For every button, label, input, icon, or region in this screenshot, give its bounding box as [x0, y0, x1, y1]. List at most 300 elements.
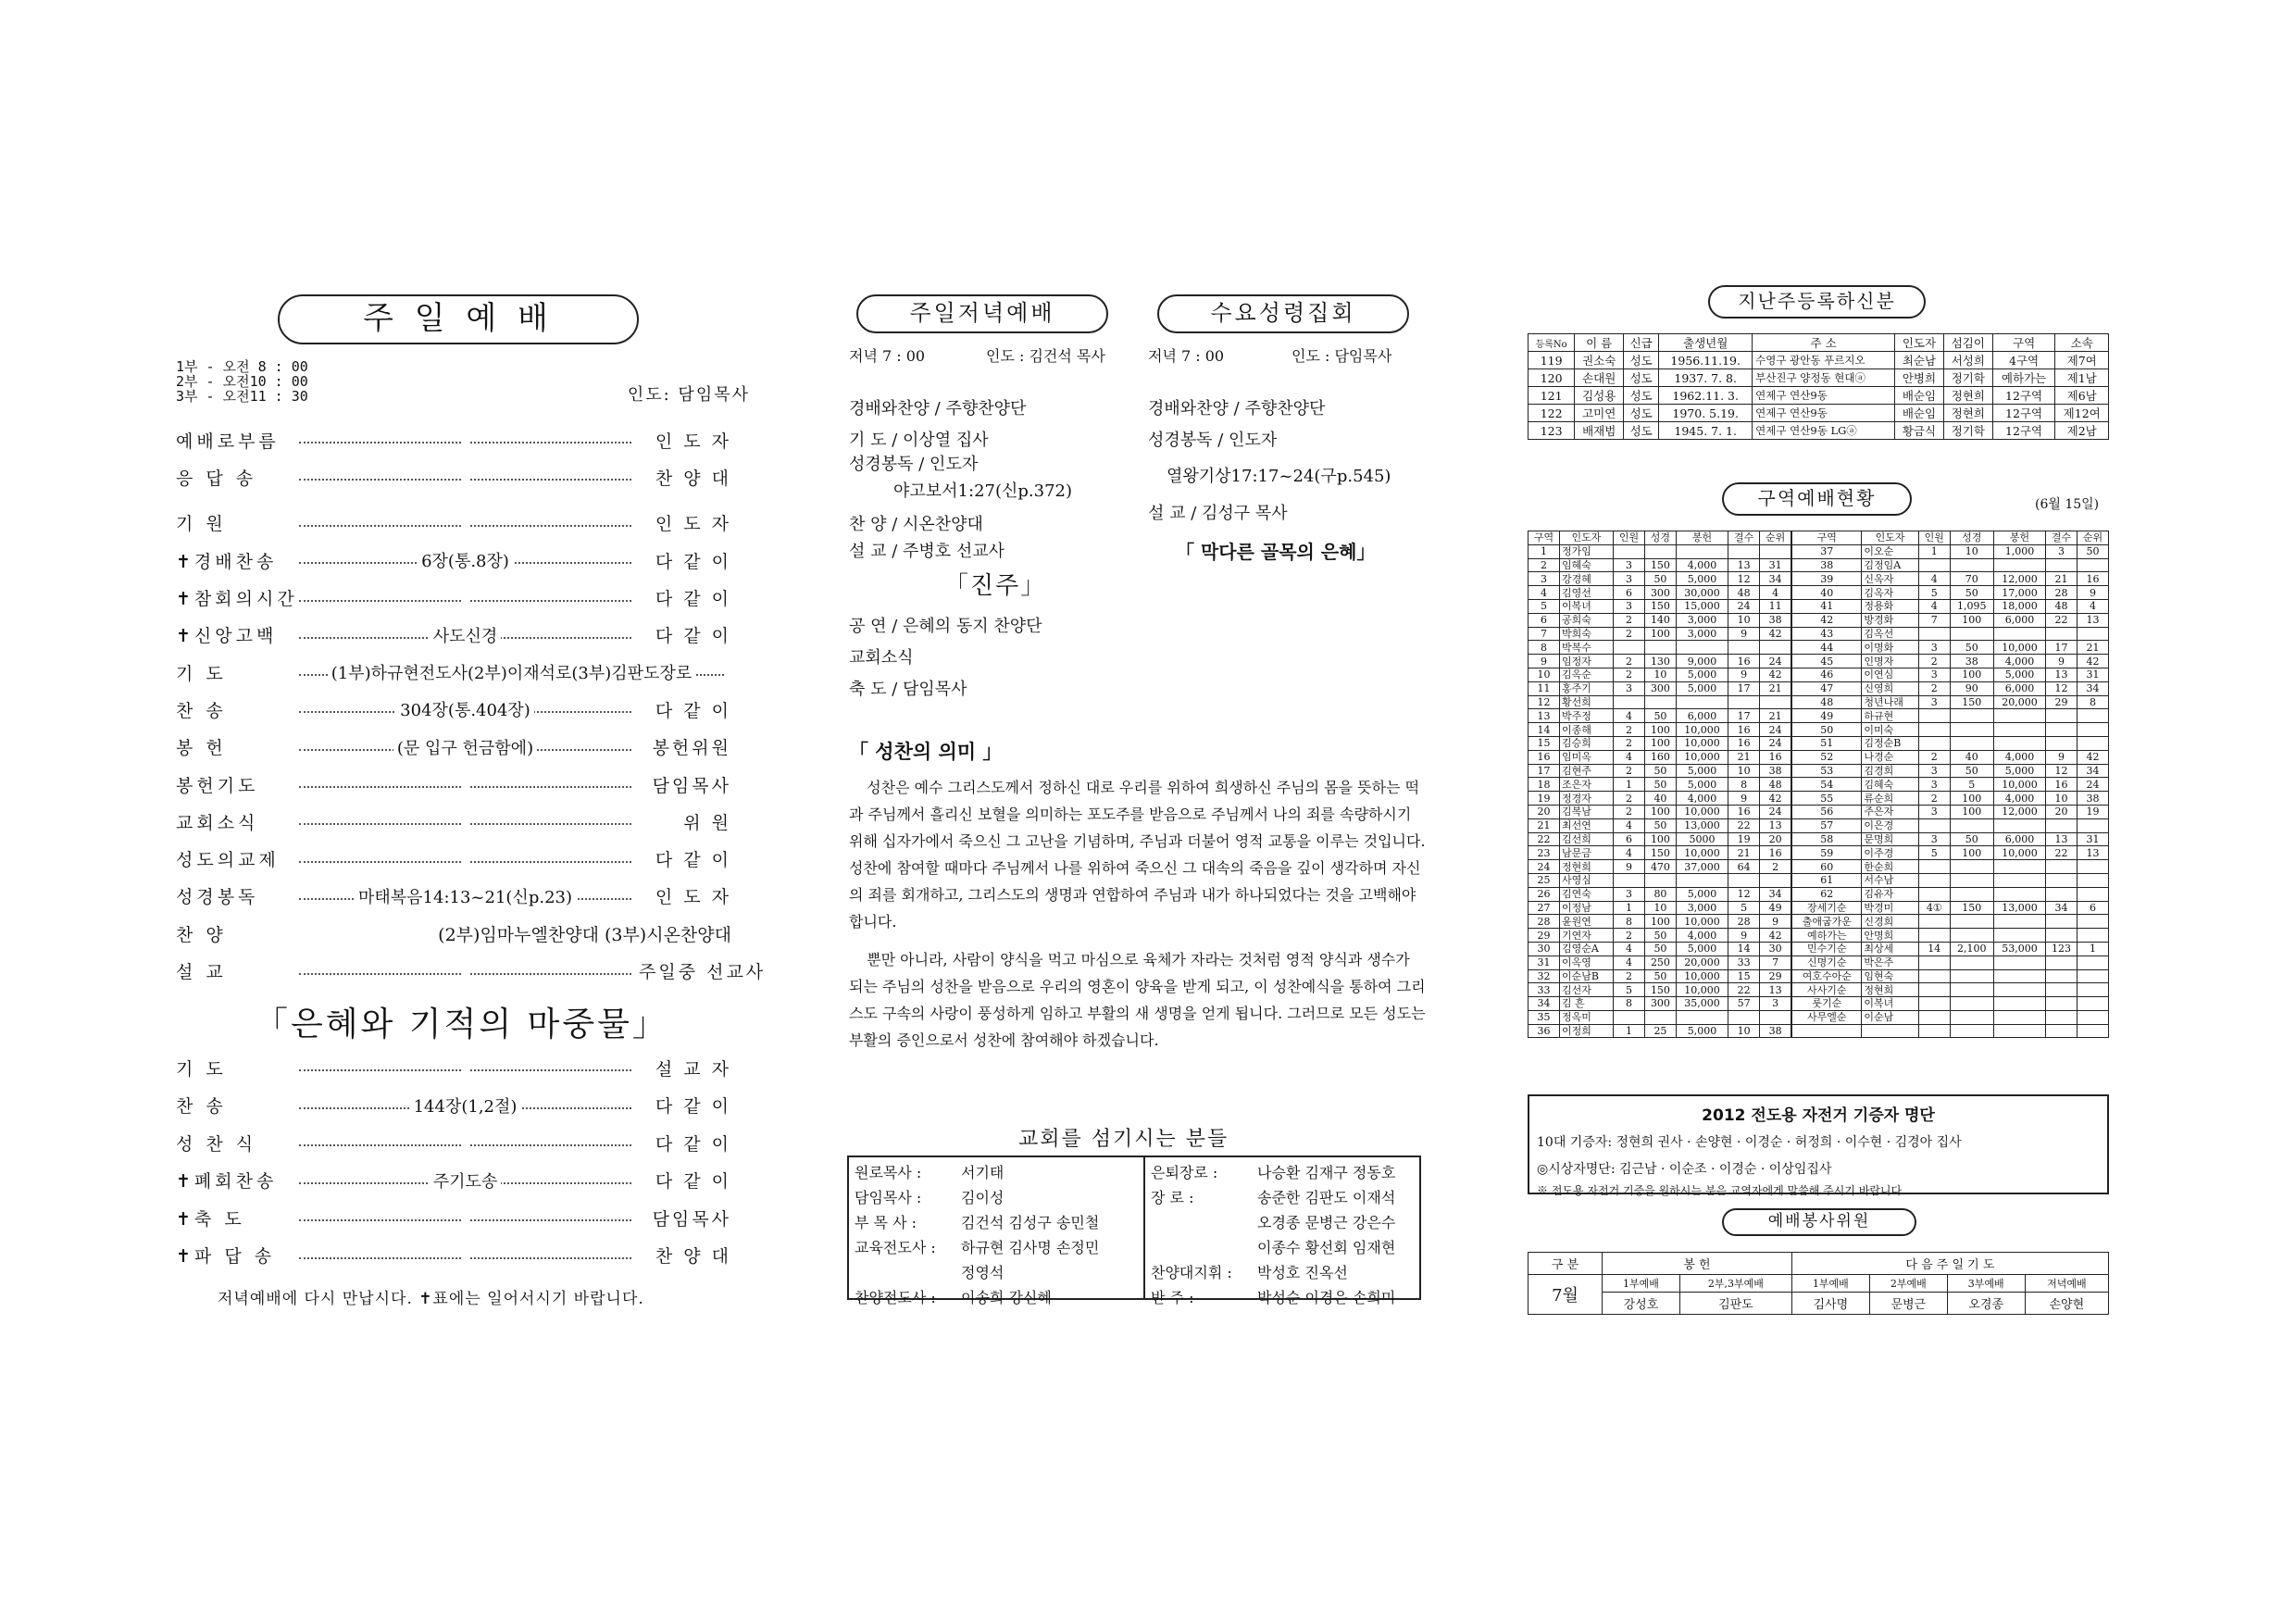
items2-item — [176, 1242, 731, 1269]
wednesday-line-2: 성경봉독 / 인도자 — [1148, 431, 1278, 450]
district-cell — [1760, 1010, 1792, 1024]
district-cell: 1 — [1614, 901, 1645, 915]
district-cell: 38 — [1760, 1024, 1792, 1038]
district-cell: 임혜숙 — [1559, 558, 1613, 572]
evening-time: 저녁 7 : 00 — [849, 347, 926, 365]
district-cell: 이종해 — [1559, 723, 1613, 737]
district-header: 인도자 — [1862, 531, 1918, 545]
district-cell: 56 — [1791, 805, 1862, 818]
district-cell: 16 — [1728, 805, 1760, 818]
district-cell: 46 — [1791, 668, 1862, 681]
table-row — [1529, 846, 2109, 860]
district-cell: 55 — [1791, 792, 1862, 806]
district-cell: 홍주기 — [1559, 681, 1613, 695]
order-detail-text: 6장(통.8장) — [418, 552, 513, 571]
district-cell: 이주경 — [1862, 846, 1918, 860]
district-cell: 70 — [1950, 572, 1993, 586]
district-cell: 12,000 — [1993, 805, 2045, 818]
district-cell — [1918, 997, 1950, 1011]
district-cell: 3 — [1614, 599, 1645, 613]
table-row — [1529, 942, 2109, 956]
district-cell: 20,000 — [1993, 695, 2045, 709]
district-cell: 57 — [1728, 997, 1760, 1011]
district-cell — [1760, 641, 1792, 655]
district-cell — [2078, 956, 2109, 969]
order-detail-text — [462, 775, 469, 794]
items-item — [176, 919, 731, 947]
order-person: (2부)임마누엘찬양대 (3부)시온찬양대 — [438, 924, 731, 945]
district-cell — [2046, 873, 2078, 887]
district-cell: 3 — [1918, 778, 1950, 792]
newcomers-cell: 성도 — [1624, 352, 1659, 369]
district-cell: 임현숙 — [1862, 969, 1918, 983]
newcomers-cell: 배재범 — [1575, 422, 1624, 440]
district-cell: 42 — [1791, 613, 1862, 627]
bicycle-box — [1528, 1094, 2109, 1197]
district-cell: 50 — [1950, 832, 1993, 846]
newcomers-cell: 12구역 — [1992, 405, 2055, 422]
district-cell: 21 — [1728, 846, 1760, 860]
table-row — [1529, 599, 2109, 613]
order-detail — [292, 849, 639, 868]
newcomers-cell: 서성희 — [1943, 352, 1992, 369]
district-cell: 4,000 — [1676, 929, 1728, 943]
table-row — [1529, 572, 2109, 586]
district-cell — [1950, 873, 1993, 887]
district-cell: 황선희 — [1559, 695, 1613, 709]
district-cell: 38 — [1791, 558, 1862, 572]
district-cell: 42 — [2078, 750, 2109, 764]
district-cell: 21 — [1728, 750, 1760, 764]
district-cell — [2078, 969, 2109, 983]
district-cell: 50 — [1644, 572, 1676, 586]
district-cell — [1644, 641, 1676, 655]
newcomers-cell: 제12여 — [2055, 405, 2109, 422]
district-cell — [1950, 860, 1993, 874]
district-cell: 5 — [1728, 901, 1760, 915]
order-detail — [292, 697, 639, 721]
district-cell: 40 — [1791, 586, 1862, 600]
district-header: 인원 — [1918, 531, 1950, 545]
district-header: 인원 — [1614, 531, 1645, 545]
district-cell: 41 — [1791, 599, 1862, 613]
district-cell: 57 — [1791, 818, 1862, 832]
district-cell: 60 — [1791, 860, 1862, 874]
district-cell — [1993, 860, 2045, 874]
servant-names: 김건석 김성구 송민철 — [961, 1214, 1100, 1231]
items2-item — [176, 1204, 731, 1231]
district-cell: 16 — [1529, 750, 1560, 764]
district-cell: 100 — [1644, 736, 1676, 750]
district-cell — [1728, 641, 1760, 655]
district-cell: 48 — [1760, 778, 1792, 792]
district-cell: 50 — [1644, 818, 1676, 832]
order-label: ✝경배찬송 — [176, 551, 278, 572]
district-cell: 주은자 — [1862, 805, 1918, 818]
order-person: 다 같 이 — [655, 626, 731, 647]
district-cell: 10,000 — [1993, 778, 2045, 792]
evening-line-7: 공 연 / 은혜의 동지 찬양단 — [849, 617, 1042, 636]
order-person: 인 도 자 — [655, 514, 731, 535]
district-cell: 신영희 — [1862, 681, 1918, 695]
table-row — [1529, 613, 2109, 627]
district-cell: 250 — [1644, 956, 1676, 969]
district-cell — [2046, 983, 2078, 997]
district-cell: 28 — [2046, 586, 2078, 600]
district-cell — [2046, 956, 2078, 969]
order-detail-text — [462, 849, 469, 868]
district-cell: 5,000 — [1993, 668, 2045, 681]
district-cell: 3 — [1918, 668, 1950, 681]
district-cell: 2 — [1614, 723, 1645, 737]
district-cell: 이미숙 — [1862, 723, 1918, 737]
district-cell: 50 — [1950, 764, 1993, 778]
district-cell: 정가임 — [1559, 544, 1613, 558]
table-row — [1529, 544, 2109, 558]
servant-role: 반 주 : — [1151, 1289, 1194, 1306]
newcomers-cell: 120 — [1529, 369, 1575, 387]
district-cell — [1993, 915, 2045, 929]
communion-paragraph-1: 성찬은 예수 그리스도께서 정하신 대로 우리를 위하여 희생하신 주님의 몸을 뜻하는 떡과 주님께서 흘리신 보혈을 의미하는 포도주를 받음으로 주님께서 나의 죄를 속량하시기 위해 십자가에서 죽으신 그 고난을 기념하며, 주님과 더불어 영적 교통을 이루는 것입니다. 성찬에 참여할 때마다 주님께서 나를 위하여 죽으신 그 대속의 죽음을 깊이 생각하며 자신의 죄를 회개하고, 그리스도의 생명과 연합하여 주님과 내가 하나되었다는 것을 고백해야 합니다. — [849, 779, 1426, 931]
district-cell: 3 — [1614, 572, 1645, 586]
servant-names: 서기태 — [961, 1164, 1004, 1181]
district-cell: 34 — [1760, 887, 1792, 901]
district-cell: 윤원연 — [1559, 915, 1613, 929]
district-cell: 박주정 — [1559, 709, 1613, 723]
district-cell: 5,000 — [1676, 764, 1728, 778]
district-cell — [2078, 997, 2109, 1011]
evening-line-2: 기 도 / 이상열 집사 — [849, 431, 989, 450]
district-cell: 12,000 — [1993, 572, 2045, 586]
order-person: 다 같 이 — [655, 589, 731, 609]
district-cell: 정경자 — [1559, 792, 1613, 806]
district-cell: 2 — [1614, 736, 1645, 750]
district-cell: 9,000 — [1676, 655, 1728, 668]
district-cell: 300 — [1644, 586, 1676, 600]
district-cell: 51 — [1791, 736, 1862, 750]
items-item — [176, 463, 731, 491]
order-detail-text: 마태복음14:13~21(신p.23) — [355, 888, 576, 907]
newcomers-cell: 제7여 — [2055, 352, 2109, 369]
district-cell: 33 — [1529, 983, 1560, 997]
order-detail — [292, 1133, 639, 1153]
newcomers-cell: 121 — [1529, 387, 1575, 405]
district-cell — [2046, 969, 2078, 983]
district-cell: 정옥미 — [1559, 1010, 1613, 1024]
district-cell: 이순남B — [1559, 969, 1613, 983]
table-row — [1529, 860, 2109, 874]
items-item — [176, 658, 731, 686]
district-cell: 50 — [2078, 544, 2109, 558]
district-cell: 정현희 — [1862, 983, 1918, 997]
service-month: 7월 — [1529, 1274, 1603, 1314]
district-cell — [1644, 695, 1676, 709]
table-row — [1529, 832, 2109, 846]
servant-names: 김이성 — [961, 1189, 1004, 1206]
district-cell: 3 — [1918, 832, 1950, 846]
district-cell: 54 — [1791, 778, 1862, 792]
district-cell: 김영선 — [1559, 586, 1613, 600]
district-cell: 31 — [1760, 558, 1792, 572]
district-cell — [1993, 983, 2045, 997]
evening-worship-title: 주일저녁예배 — [856, 294, 1108, 333]
district-cell — [1614, 695, 1645, 709]
table-row — [1529, 750, 2109, 764]
district-cell: 이명화 — [1862, 641, 1918, 655]
district-cell — [1644, 544, 1676, 558]
newcomers-header: 이 름 — [1575, 334, 1624, 352]
district-cell: 9 — [1614, 860, 1645, 874]
district-cell: 160 — [1644, 750, 1676, 764]
district-cell: 24 — [2078, 778, 2109, 792]
items-item — [176, 695, 731, 723]
district-cell: 6 — [1614, 586, 1645, 600]
district-cell: 100 — [1644, 832, 1676, 846]
servant-role — [849, 1259, 955, 1284]
order-label: ✝신앙고백 — [176, 626, 278, 647]
newcomers-cell: 12구역 — [1992, 387, 2055, 405]
district-cell: 10,000 — [1993, 846, 2045, 860]
order-detail — [292, 1208, 639, 1228]
order-detail — [292, 1093, 639, 1118]
newcomers-cell: 4구역 — [1992, 352, 2055, 369]
evening-line-1: 경배와찬양 / 주향찬양단 — [849, 399, 1027, 418]
order-person: 위 원 — [683, 812, 731, 833]
district-cell: 100 — [1950, 805, 1993, 818]
district-cell: 4,000 — [1676, 558, 1728, 572]
newcomers-cell: 배순임 — [1895, 387, 1944, 405]
district-cell: 2 — [1614, 969, 1645, 983]
district-cell: 42 — [1760, 627, 1792, 641]
district-cell — [1644, 1010, 1676, 1024]
district-cell — [1993, 956, 2045, 969]
service-subheader: 1부예배 — [1791, 1274, 1869, 1292]
district-cell: 9 — [2046, 750, 2078, 764]
district-cell — [2046, 627, 2078, 641]
district-cell: 34 — [2078, 681, 2109, 695]
order-person: 다 같 이 — [655, 1171, 731, 1192]
newcomers-cell: 제1남 — [2055, 369, 2109, 387]
district-cell: 3 — [1918, 695, 1950, 709]
district-cell: 24 — [1760, 736, 1792, 750]
table-row — [1529, 709, 2109, 723]
servant-names: 하규현 김사명 손정민 — [961, 1239, 1100, 1256]
servant-row — [1145, 1184, 1401, 1209]
district-cell: 2 — [1614, 792, 1645, 806]
district-cell: 서수남 — [1862, 873, 1918, 887]
district-cell: 3 — [2046, 544, 2078, 558]
newcomers-cell: 정기학 — [1943, 422, 1992, 440]
district-cell — [1950, 1010, 1993, 1024]
items-item — [176, 845, 731, 873]
district-cell: 5 — [1529, 599, 1560, 613]
district-header: 순위 — [1760, 531, 1792, 545]
district-cell — [2078, 709, 2109, 723]
district-cell: 24 — [1760, 805, 1792, 818]
order-detail-text — [462, 1058, 469, 1078]
district-cell: 31 — [2078, 832, 2109, 846]
district-cell: 김선희 — [1559, 832, 1613, 846]
service-name: 손양현 — [2025, 1293, 2108, 1315]
table-row — [1529, 873, 2109, 887]
district-cell: 김 흔 — [1559, 997, 1613, 1011]
district-cell: 4,000 — [1993, 792, 2045, 806]
district-cell: 10,000 — [1676, 750, 1728, 764]
district-cell: 300 — [1644, 681, 1676, 695]
district-header: 구역 — [1791, 531, 1862, 545]
order-label: 성도의교제 — [176, 850, 280, 871]
district-cell — [1993, 1010, 2045, 1024]
newcomers-header: 소속 — [2055, 334, 2109, 352]
district-cell: 44 — [1791, 641, 1862, 655]
table-row — [1529, 695, 2109, 709]
district-cell — [2046, 860, 2078, 874]
newcomers-table — [1528, 333, 2109, 440]
district-cell — [1760, 695, 1792, 709]
district-cell: 김경희 — [1862, 764, 1918, 778]
district-cell: 10,000 — [1676, 846, 1728, 860]
district-cell: 13 — [2078, 613, 2109, 627]
district-cell: 예하가는 — [1791, 929, 1862, 943]
district-cell — [1918, 558, 1950, 572]
servant-names: 박성순 이경은 손희미 — [1257, 1289, 1396, 1306]
district-cell: 150 — [1644, 558, 1676, 572]
order-person: 인 도 자 — [655, 431, 731, 452]
district-cell: 사무엘순 — [1791, 1010, 1862, 1024]
district-cell: 김유자 — [1862, 887, 1918, 901]
district-cell: 100 — [1644, 805, 1676, 818]
district-cell — [2078, 929, 2109, 943]
district-cell — [1950, 818, 1993, 832]
district-cell — [1614, 544, 1645, 558]
service-time-2: 2부 - 오전10 : 00 — [176, 373, 308, 390]
table-row — [1529, 901, 2109, 915]
district-cell — [1993, 997, 2045, 1011]
district-cell: 2 — [1614, 627, 1645, 641]
district-cell: 25 — [1644, 1024, 1676, 1038]
newcomers-header: 섬김이 — [1943, 334, 1992, 352]
order-detail — [292, 431, 639, 450]
district-cell: 안명희 — [1862, 929, 1918, 943]
service-name: 김사명 — [1791, 1293, 1869, 1315]
newcomers-cell: 122 — [1529, 405, 1575, 422]
district-cell — [1918, 736, 1950, 750]
servant-role — [1145, 1234, 1252, 1259]
newcomers-cell: 1970. 5.19. — [1659, 405, 1753, 422]
district-cell: 3,000 — [1676, 901, 1728, 915]
district-cell: 34 — [1760, 572, 1792, 586]
district-cell: 26 — [1529, 887, 1560, 901]
district-cell: 2 — [1529, 558, 1560, 572]
servant-role: 장 로 : — [1151, 1189, 1194, 1206]
district-cell: 16 — [2046, 778, 2078, 792]
district-cell: 4 — [1614, 956, 1645, 969]
order-person: 봉헌위원 — [652, 738, 731, 759]
district-cell: 5,000 — [1676, 942, 1728, 956]
district-cell: 42 — [1760, 792, 1792, 806]
district-cell: 5 — [1918, 586, 1950, 600]
servant-row — [849, 1209, 1104, 1234]
district-cell: 8 — [1614, 915, 1645, 929]
district-header: 성경 — [1644, 531, 1676, 545]
district-cell: 김선자 — [1559, 983, 1613, 997]
bicycle-note: ※ 전도용 자전거 기증을 원하시는 분은 교역자에게 말씀해 주시기 바랍니다. — [1537, 1184, 1905, 1197]
district-cell: 2 — [1614, 805, 1645, 818]
order-detail — [292, 735, 639, 759]
table-row — [1529, 983, 2109, 997]
district-cell: 1 — [1614, 778, 1645, 792]
order-person: 다 같 이 — [655, 1133, 731, 1155]
newcomers-cell: 최순남 — [1895, 352, 1944, 369]
servant-names: 정영석 — [961, 1264, 1004, 1281]
servant-row — [849, 1159, 1104, 1184]
district-cell: 민수기순 — [1791, 942, 1862, 956]
order-detail-text — [462, 431, 469, 450]
district-cell: 29 — [1529, 929, 1560, 943]
district-cell: 6 — [1529, 613, 1560, 627]
district-cell: 47 — [1791, 681, 1862, 695]
district-cell: 50 — [1791, 723, 1862, 737]
district-cell: 13 — [1529, 709, 1560, 723]
district-cell: 4 — [1614, 846, 1645, 860]
district-cell: 50 — [1644, 929, 1676, 943]
district-cell: 9 — [1728, 792, 1760, 806]
service-subheader: 1부예배 — [1603, 1274, 1680, 1292]
servant-row — [849, 1259, 1104, 1284]
district-cell: 5,000 — [1676, 778, 1728, 792]
district-cell: 8 — [1728, 778, 1760, 792]
table-row — [1529, 956, 2109, 969]
district-cell: 4 — [1918, 599, 1950, 613]
newcomers-header: 주 소 — [1753, 334, 1895, 352]
table-row — [1529, 1010, 2109, 1024]
header-next-prayer: 다 음 주 일 기 도 — [1791, 1253, 2108, 1275]
newcomers-cell: 성도 — [1624, 422, 1659, 440]
items-item — [176, 882, 731, 910]
district-cell: 10,000 — [1676, 736, 1728, 750]
district-cell: 34 — [2046, 901, 2078, 915]
order-detail-text — [462, 1208, 469, 1228]
servants-box — [847, 1156, 1421, 1306]
table-row — [1529, 929, 2109, 943]
newcomers-header: 출생년월 — [1659, 334, 1753, 352]
service-time-3: 3부 - 오전11 : 30 — [176, 388, 308, 405]
table-row — [1529, 736, 2109, 750]
newcomers-cell: 1962.11. 3. — [1659, 387, 1753, 405]
order-detail-text — [462, 1245, 469, 1265]
table-row — [1529, 586, 2109, 600]
servant-role — [1145, 1209, 1252, 1234]
district-cell: 임미옥 — [1559, 750, 1613, 764]
evening-line-3: 성경봉독 / 인도자 — [849, 455, 979, 474]
district-cell — [1993, 709, 2045, 723]
communion-paragraph-2: 뿐만 아니라, 사람이 양식을 먹고 마심으로 육체가 자라는 것처럼 영적 양식과 생수가 되는 주님의 성찬을 받음으로 우리의 영혼이 양육을 받게 되고, 이 성찬예식을 통하여 그리스도 구속의 사랑이 풍성하게 임하고 부활의 새 생명을 얻게 됩니다. 그러므로 모든 성도는 부활의 증인으로서 성찬에 참여해야 하겠습니다. — [849, 951, 1426, 1049]
order-detail-text — [361, 924, 368, 943]
district-cell: 30 — [1760, 942, 1792, 956]
servant-row — [1145, 1234, 1401, 1259]
district-cell: 9 — [2078, 586, 2109, 600]
sermon-title: 「은혜와 기적의 마중물」 — [255, 1006, 668, 1043]
district-cell: 9 — [1728, 929, 1760, 943]
district-cell: 여호수아순 — [1791, 969, 1862, 983]
district-header: 구역 — [1529, 531, 1560, 545]
district-cell: 나경순 — [1862, 750, 1918, 764]
district-cell: 15 — [1529, 736, 1560, 750]
servant-row — [1145, 1284, 1401, 1309]
district-cell: 48 — [1791, 695, 1862, 709]
district-cell: 2 — [1918, 792, 1950, 806]
district-cell — [2046, 723, 2078, 737]
